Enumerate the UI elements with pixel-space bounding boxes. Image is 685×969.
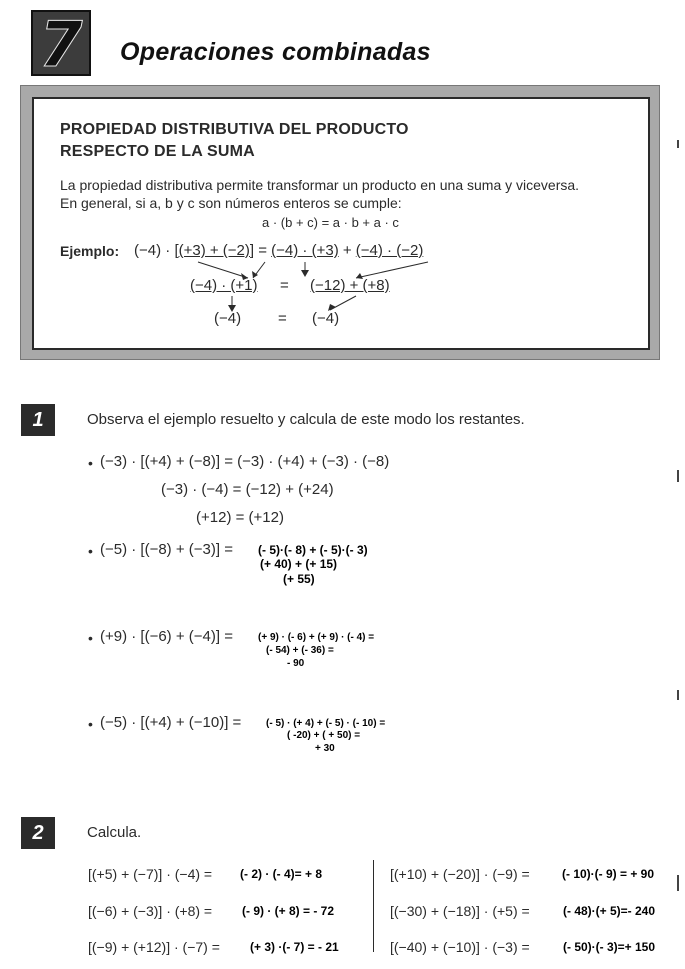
exercise2-left3-problem: [(−9) + (+12)] · (−7) = [88, 939, 220, 955]
exercise2-right3-problem: [(−40) + (−10)] · (−3) = [390, 939, 530, 955]
bullet-3: • [88, 630, 93, 646]
example-line3-left: (−4) [214, 310, 242, 327]
exercise1-badge: 1 [21, 404, 55, 436]
example-bracket: [(+3) + (−2)] [174, 242, 255, 259]
example-line2-equals: = [280, 277, 289, 294]
exercise1-item3-answer3: + 30 [315, 743, 335, 754]
exercise2-right3-answer: (- 50)·(- 3)=+ 150 [563, 940, 656, 954]
exercise1-item3-problem: (−5) · [(+4) + (−10)] = [100, 714, 242, 731]
example-line3-right: (−4) [312, 310, 340, 327]
exercise1-item2-problem: (+9) · [(−6) + (−4)] = [100, 628, 233, 645]
exercise1-item3-answer1: (- 5) · (+ 4) + (- 5) · (- 10) = [266, 718, 386, 729]
example-arrows [0, 0, 685, 360]
exercise2-instruction: Calcula. [87, 824, 142, 841]
theory-formula: a · (b + c) = a · b + a · c [262, 215, 399, 230]
solved-line1: (−3) · [(+4) + (−8)] = (−3) · (+4) + (−3) · (−8) [100, 453, 390, 470]
exercise1-item1-answer1: (- 5)·(- 8) + (- 5)·(- 3) [258, 543, 368, 557]
exercise1-item1-problem: (−5) · [(−8) + (−3)] = [100, 541, 233, 558]
example-line2-right-text: (−12) + (+8) [310, 277, 390, 294]
solved-line3: (+12) = (+12) [196, 509, 284, 526]
example-product1: (−4) · (+3) [271, 242, 339, 259]
exercise2-right1-problem: [(+10) + (−20)] · (−9) = [390, 866, 530, 882]
exercise1-item2-answer2: (- 54) + (- 36) = [266, 645, 334, 656]
bullet-2: • [88, 543, 93, 559]
example-factor: (−4) · [134, 242, 175, 259]
example-label: Ejemplo: [60, 243, 120, 259]
exercise2-left1-problem: [(+5) + (−7)] · (−4) = [88, 866, 213, 882]
example-product2: (−4) · (−2) [355, 242, 424, 259]
scan-mark [677, 470, 679, 482]
exercise2-left3-answer: (+ 3) ·(- 7) = - 21 [250, 940, 339, 954]
scan-mark [677, 875, 679, 891]
example-equals: = [254, 242, 272, 259]
exercise2-left2-problem: [(−6) + (−3)] · (+8) = [88, 903, 213, 919]
theory-title-line1: PROPIEDAD DISTRIBUTIVA DEL PRODUCTO [60, 121, 409, 138]
scan-mark [677, 140, 679, 148]
example-line2-left [190, 277, 258, 294]
exercise1-item3-answer2: ( -20) + ( + 50) = [287, 730, 361, 741]
scan-mark [677, 690, 679, 700]
theory-text-line2: En general, si a, b y c son números enteros se cumple: [60, 195, 402, 211]
theory-title-line2: RESPECTO DE LA SUMA [60, 143, 255, 160]
example-plus: + [338, 242, 356, 259]
example-line2-left-text: (−4) · (+1) [190, 277, 258, 294]
exercise1-item2-answer3: - 90 [287, 658, 305, 669]
exercise2-left1-answer: (- 2) · (- 4)= + 8 [240, 867, 323, 881]
exercise2-right2-answer: (- 48)·(+ 5)=- 240 [563, 904, 656, 918]
example-line2-right [310, 277, 390, 294]
exercise2-right2-problem: [(−30) + (−18)] · (+5) = [390, 903, 530, 919]
unit-number: 7 [39, 8, 83, 81]
exercise1-item2-answer1: (+ 9) · (- 6) + (+ 9) · (- 4) = [258, 632, 375, 643]
page-title: Operaciones combinadas [120, 38, 431, 66]
exercise1-item1-answer3: (+ 55) [283, 572, 315, 586]
solved-line2: (−3) · (−4) = (−12) + (+24) [161, 481, 334, 498]
bullet-1: • [88, 455, 93, 471]
exercise2-right1-answer: (- 10)·(- 9) = + 90 [562, 867, 655, 881]
exercise2-left2-answer: (- 9) · (+ 8) = - 72 [242, 904, 335, 918]
theory-text-line1: La propiedad distributiva permite transformar un producto en una suma y viceversa. [60, 177, 580, 193]
example-line3-equals: = [278, 310, 287, 327]
column-divider [373, 860, 374, 952]
exercise1-instruction: Observa el ejemplo resuelto y calcula de este modo los restantes. [87, 411, 525, 428]
bullet-4: • [88, 716, 93, 732]
exercise2-badge: 2 [21, 817, 55, 849]
exercise1-item1-answer2: (+ 40) + (+ 15) [260, 557, 338, 571]
